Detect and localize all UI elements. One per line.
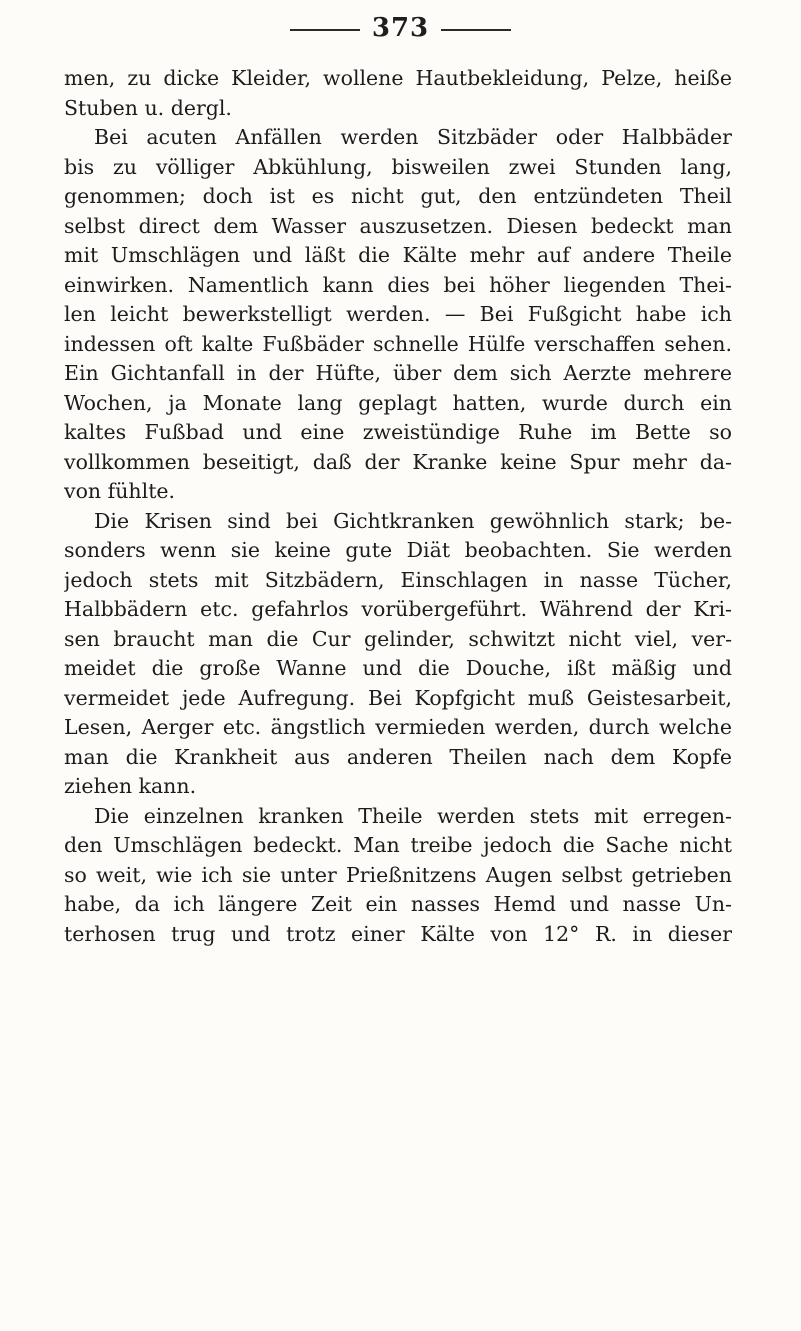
- text-line: len leicht bewerkstelligt werden. — Bei Fußgicht habe ich: [64, 302, 732, 326]
- text-line: terhosen trug und trotz einer Kälte von 12° R. in dieser: [64, 921, 732, 946]
- page-number: 373: [371, 13, 430, 43]
- text-line: jedoch stets mit Sitzbädern, Einschlagen in nasse Tücher,: [64, 567, 732, 592]
- header-rule-right: [441, 29, 511, 31]
- text-line: von fühlte.: [64, 479, 176, 503]
- text-line: so weit, wie ich sie unter Prießnitzens Augen selbst getrieben: [64, 862, 732, 887]
- text-line: men, zu dicke Kleider, wollene Hautbekleidung, Pelze, heiße: [64, 66, 732, 90]
- text-line: einwirken. Namentlich kann dies bei höher liegenden Thei-: [64, 272, 732, 297]
- text-line: genommen; doch ist es nicht gut, den entzündeten Theil: [64, 184, 732, 208]
- text-line: Wochen, ja Monate lang geplagt hatten, wurde durch ein: [64, 390, 732, 415]
- text-line: Ein Gichtanfall in der Hüfte, über dem sich Aerzte mehrere: [64, 361, 732, 385]
- text-line: Stuben u. dergl.: [64, 95, 232, 120]
- text-line: Die einzelnen kranken Theile werden stets mit erregen-: [94, 803, 732, 828]
- text-line: sonders wenn sie keine gute Diät beobachten. Sie werden: [64, 538, 732, 562]
- text-line: selbst direct dem Wasser auszusetzen. Diesen bedeckt man: [64, 213, 732, 238]
- paragraph: [64, 507, 732, 802]
- text-line: man die Krankheit aus anderen Theilen nach dem Kopfe: [64, 744, 732, 769]
- text-line: Halbbädern etc. gefahrlos vorübergeführt. Während der Kri-: [64, 597, 732, 621]
- paragraph: [64, 802, 732, 950]
- text-line: ziehen kann.: [64, 774, 197, 798]
- text-line: den Umschlägen bedeckt. Man treibe jedoch die Sache nicht: [64, 833, 732, 857]
- text-line: meidet die große Wanne und die Douche, ißt mäßig und: [64, 656, 732, 680]
- paragraph: [64, 123, 732, 507]
- text-line: indessen oft kalte Fußbäder schnelle Hülfe verschaffen sehen.: [64, 331, 732, 356]
- body-text: [64, 64, 732, 949]
- text-line: Die Krisen sind bei Gichtkranken gewöhnlich stark; be-: [94, 508, 732, 533]
- text-line: mit Umschlägen und läßt die Kälte mehr auf andere Theile: [64, 243, 732, 267]
- text-line: Lesen, Aerger etc. ängstlich vermieden werden, durch welche: [64, 715, 732, 739]
- header-rule-left: [290, 29, 360, 31]
- text-line: bis zu völliger Abkühlung, bisweilen zwei Stunden lang,: [64, 154, 732, 179]
- text-line: vollkommen beseitigt, daß der Kranke keine Spur mehr da-: [64, 449, 732, 474]
- text-line: vermeidet jede Aufregung. Bei Kopfgicht muß Geistesarbeit,: [64, 685, 732, 710]
- text-line: kaltes Fußbad und eine zweistündige Ruhe im Bette so: [64, 420, 732, 444]
- text-line: Bei acuten Anfällen werden Sitzbäder oder Halbbäder: [94, 125, 732, 149]
- paragraph: [64, 64, 732, 123]
- text-line: habe, da ich längere Zeit ein nasses Hemd und nasse Un-: [64, 892, 732, 916]
- page-header: [0, 8, 801, 48]
- text-line: sen braucht man die Cur gelinder, schwitzt nicht viel, ver-: [64, 626, 732, 651]
